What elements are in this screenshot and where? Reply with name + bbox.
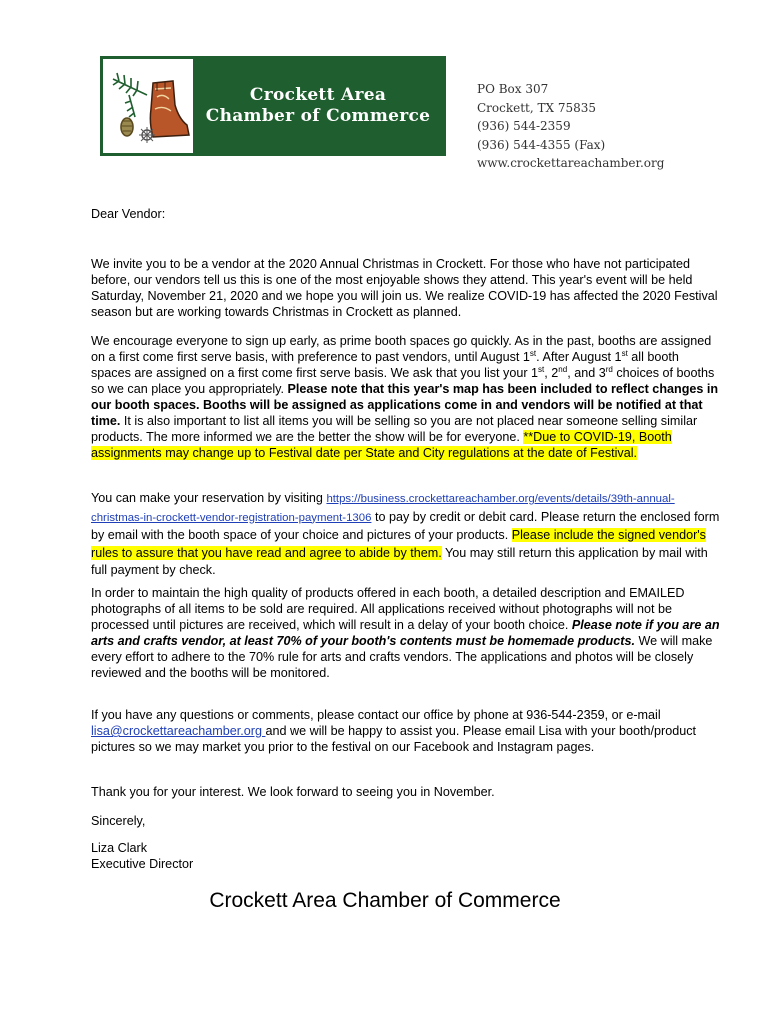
logo-artwork [107, 65, 191, 149]
footer-org-name: Crockett Area Chamber of Commerce [209, 889, 561, 912]
cowboy-boot-icon [139, 81, 189, 143]
paragraph-booths: We encourage everyone to sign up early, as prime booth spaces go quickly. As in the past, booths are assigned on a first come first serve basis, with preference to past vendors, until August 1st. After August 1st all booth spaces are assigned on a first come first serve basis. We ask that you list your 1st, 2nd, and 3rd choices of booths so we can place you appropriately. Please note that this year's map has been included to reflect changes in our booth spaces. Booths will be assigned as applications come in and vendors will be notified at that time. It is also important to list all items you will be selling so you are not placed near someone selling similar products. The more informed we are the better the show will be for everyone. **Due to COVID-19, Booth assignments may change up to Festival date per State and City regulations at the date of Festival. [91, 334, 719, 460]
rules-notice: Please include the signed vendor's rules to assure that you have read and agree to abide by them. [91, 528, 706, 560]
logo-line-2: Chamber of Commerce [205, 106, 431, 126]
website: www.crockettareachamber.org [477, 156, 665, 170]
po-box: PO Box 307 [477, 82, 549, 96]
chamber-logo [100, 56, 446, 156]
map-notice: Please note that this year's map has been included to reflect changes in our booth spaces. Booths will be assigned as applications come in and vendors will be notified at that time. [91, 382, 719, 428]
signer-title: Executive Director [91, 857, 194, 871]
covid-notice: **Due to COVID-19, Booth assignments may change up to Festival date per State and City regulations at the date of Festival. [91, 430, 672, 460]
paragraph-quality: In order to maintain the high quality of products offered in each booth, a detailed description and EMAILED photographs of all items to be sold are required. All applications received without photographs will not be processed until pictures are received, which will result in a delay of your booth choice. Please note if you are an arts and crafts vendor, at least 70% of your booth's contents must be homemade products. We will make every effort to adhere to the 70% rule for arts and crafts vendors. The applications and photos will be closely reviewed and the booths will be monitored. [91, 586, 720, 680]
email-link[interactable]: lisa@crockettareachamber.org [91, 724, 266, 738]
salutation: Dear Vendor: [91, 207, 166, 221]
closing: Sincerely, [91, 814, 146, 828]
city-state: Crockett, TX 75835 [477, 100, 597, 115]
fax: (936) 544-4355 (Fax) [477, 137, 606, 152]
logo-line-1: Crockett Area [249, 85, 387, 105]
paragraph-thanks: Thank you for your interest. We look forward to seeing you in November. [91, 785, 495, 799]
phone: (936) 544-2359 [477, 119, 571, 133]
homemade-notice: Please note if you are an arts and crafts vendor, at least 70% of your booth's contents must be homemade products. [91, 618, 720, 648]
pine-branch-icon [113, 73, 147, 136]
signer-name: Liza Clark [91, 841, 147, 855]
logo-banner [193, 59, 443, 153]
address-block [477, 80, 664, 173]
paragraph-reservation: You can make your reservation by visiting https://business.crockettareachamber.org/events/details/39th-annual-christmas-in-crockett-vendor-registration-payment-1306 to pay by credit or debit card. Please return the enclosed form by email with the booth space of your choice and pictures of your products. Please include the signed vendor's rules to assure that you have read and agree to abide by them. You may still return this application by mail with full payment by check. [91, 491, 720, 577]
registration-link[interactable]: https://business.crockettareachamber.org/events/details/39th-annual-christmas-in-crockett-vendor-registration-payment-1306 [91, 493, 675, 524]
paragraph-contact: If you have any questions or comments, please contact our office by phone at 936-544-2359, or e-mail lisa@crockettareachamber.org and we will be happy to assist you. Please email Lisa with your booth/product pictures so we may market you prior to the festival on our Facebook and Instagram pages. [91, 708, 697, 754]
paragraph-invite: We invite you to be a vendor at the 2020 Annual Christmas in Crockett. For those who have not participated before, our vendors tell us this is one of the most enjoyable shows they attend. This year's event will be held Saturday, November 21, 2020 and we hope you will join us. We realize COVID-19 has affected the 2020 Festival season but are working towards Christmas in Crockett as planned. [91, 257, 718, 319]
